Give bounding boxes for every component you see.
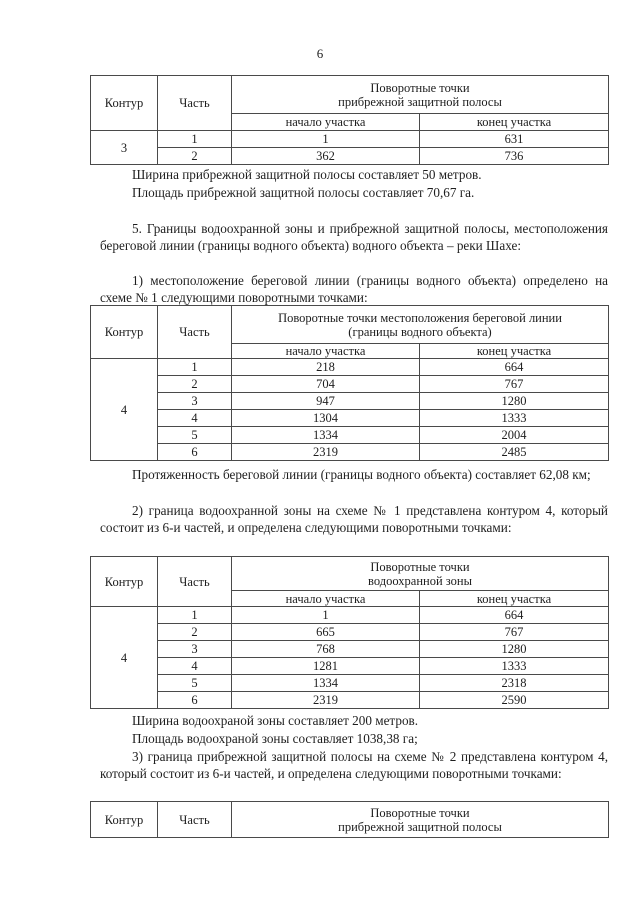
paragraph-section-5: 5. Границы водоохранной зоны и прибрежной защитной полосы, местоположения береговой линии (границы водного объекта) водного объекта – реки Шахе: [100, 221, 608, 254]
start-cell: 1281 [232, 658, 420, 675]
start-cell: 2319 [232, 444, 420, 461]
end-cell: 1333 [420, 410, 609, 427]
header-contour: Контур [91, 557, 158, 607]
part-cell: 6 [158, 692, 232, 709]
header-contour: Контур [91, 306, 158, 359]
part-cell: 3 [158, 641, 232, 658]
end-cell: 1280 [420, 641, 609, 658]
contour-cell: 4 [91, 607, 158, 709]
header-part: Часть [158, 306, 232, 359]
header-start: начало участка [232, 344, 420, 359]
part-cell: 4 [158, 658, 232, 675]
paragraph-strip-area: Площадь прибрежной защитной полосы составляет 70,67 га. [132, 185, 475, 200]
header-turning-points [232, 557, 609, 591]
header-end: конец участка [420, 591, 609, 607]
header-line-1: Поворотные точки [370, 80, 470, 95]
paragraph-water-zone-boundary: 2) граница водоохранной зоны на схеме № 1 представлена контуром 4, который состоит из 6-и частей, и определена следующими поворотными точками: [100, 503, 608, 536]
end-cell: 2485 [420, 444, 609, 461]
start-cell: 1304 [232, 410, 420, 427]
header-line-1: Поворотные точки [370, 559, 470, 574]
paragraph-strip-boundary: 3) граница прибрежной защитной полосы на схеме № 2 представлена контуром 4, который состоит из 6-и частей, и определена следующими поворотными точками: [100, 749, 608, 782]
start-cell: 362 [232, 148, 420, 165]
header-turning-points [232, 802, 609, 838]
part-cell: 5 [158, 427, 232, 444]
header-line-2: прибрежной защитной полосы [338, 819, 502, 834]
end-cell: 767 [420, 376, 609, 393]
table-coastal-strip-contour-4 [90, 801, 609, 838]
part-cell: 1 [158, 607, 232, 624]
header-line-2: водоохранной зоны [368, 573, 472, 588]
part-cell: 2 [158, 148, 232, 165]
header-end: конец участка [420, 114, 609, 131]
part-cell: 1 [158, 359, 232, 376]
header-line-2: прибрежной защитной полосы [338, 94, 502, 109]
start-cell: 2319 [232, 692, 420, 709]
end-cell: 664 [420, 359, 609, 376]
contour-cell: 3 [91, 131, 158, 165]
header-turning-points [232, 76, 609, 114]
part-cell: 4 [158, 410, 232, 427]
header-contour: Контур [91, 76, 158, 131]
header-part: Часть [158, 557, 232, 607]
header-contour: Контур [91, 802, 158, 838]
table-coastline-contour-4 [90, 305, 609, 461]
start-cell: 947 [232, 393, 420, 410]
paragraph-zone-width: Ширина водоохраной зоны составляет 200 метров. [132, 713, 419, 728]
paragraph-zone-area: Площадь водоохраной зоны составляет 1038,38 га; [132, 731, 418, 746]
start-cell: 665 [232, 624, 420, 641]
part-cell: 1 [158, 131, 232, 148]
end-cell: 2004 [420, 427, 609, 444]
start-cell: 1334 [232, 675, 420, 692]
start-cell: 1 [232, 607, 420, 624]
end-cell: 767 [420, 624, 609, 641]
header-start: начало участка [232, 591, 420, 607]
paragraph-coastline-location: 1) местоположение береговой линии (границы водного объекта) определено на схеме № 1 следующими поворотными точками: [100, 273, 608, 306]
end-cell: 1333 [420, 658, 609, 675]
end-cell: 1280 [420, 393, 609, 410]
end-cell: 2590 [420, 692, 609, 709]
header-part: Часть [158, 76, 232, 131]
header-line-1: Поворотные точки [370, 805, 470, 820]
table-water-protection-zone-contour-4 [90, 556, 609, 709]
part-cell: 2 [158, 624, 232, 641]
contour-cell: 4 [91, 359, 158, 461]
start-cell: 1 [232, 131, 420, 148]
start-cell: 704 [232, 376, 420, 393]
part-cell: 3 [158, 393, 232, 410]
end-cell: 631 [420, 131, 609, 148]
start-cell: 1334 [232, 427, 420, 444]
header-line-2: (границы водного объекта) [348, 324, 492, 339]
page-number: 6 [316, 46, 324, 61]
part-cell: 2 [158, 376, 232, 393]
end-cell: 664 [420, 607, 609, 624]
table-coastal-strip-contour-3 [90, 75, 609, 165]
start-cell: 218 [232, 359, 420, 376]
header-line-1: Поворотные точки местоположения береговой линии [278, 310, 562, 325]
start-cell: 768 [232, 641, 420, 658]
part-cell: 5 [158, 675, 232, 692]
paragraph-coastline-length: Протяженность береговой линии (границы водного объекта) составляет 62,08 км; [132, 467, 591, 482]
end-cell: 2318 [420, 675, 609, 692]
header-part: Часть [158, 802, 232, 838]
header-start: начало участка [232, 114, 420, 131]
paragraph-strip-width: Ширина прибрежной защитной полосы составляет 50 метров. [132, 167, 482, 182]
part-cell: 6 [158, 444, 232, 461]
header-turning-points [232, 306, 609, 344]
end-cell: 736 [420, 148, 609, 165]
header-end: конец участка [420, 344, 609, 359]
